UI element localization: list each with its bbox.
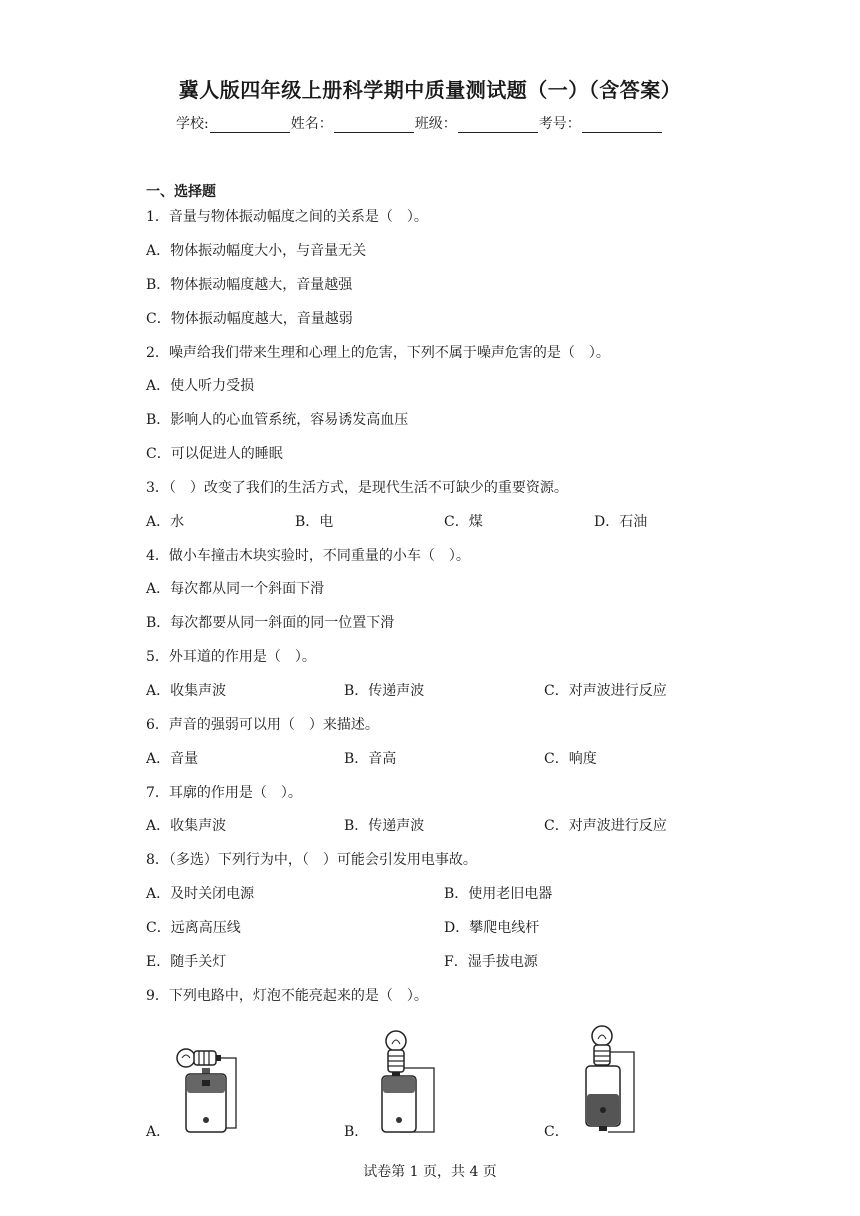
q8-option-d: D．攀爬电线杆 bbox=[444, 920, 540, 936]
q5-option-b: B．传递声波 bbox=[344, 683, 425, 699]
q6-option-b: B．音高 bbox=[344, 751, 397, 767]
question-9: 9．下列电路中，灯泡不能亮起来的是（ ）。 bbox=[146, 988, 428, 1004]
school-label: 学校: bbox=[176, 116, 209, 132]
question-8: 8．（多选）下列行为中，（ ）可能会引发用电事故。 bbox=[146, 852, 477, 868]
q2-option-c: C．可以促进人的睡眠 bbox=[146, 446, 283, 462]
name-label: 姓名： bbox=[290, 116, 333, 132]
question-2: 2．噪声给我们带来生理和心理上的危害，下列不属于噪声危害的是（ ）。 bbox=[146, 345, 610, 361]
q1-option-a: A．物体振动幅度大小，与音量无关 bbox=[146, 243, 367, 259]
q9-option-c: C． bbox=[544, 1124, 569, 1140]
q9-option-a: A． bbox=[146, 1124, 171, 1140]
q8-option-b: B．使用老旧电器 bbox=[444, 886, 553, 902]
question-4: 4．做小车撞击木块实验时，不同重量的小车（ ）。 bbox=[146, 548, 470, 564]
circuit-c-illustration bbox=[576, 1024, 656, 1140]
q3-option-c: C．煤 bbox=[444, 514, 483, 530]
q2-option-b: B．影响人的心血管系统，容易诱发高血压 bbox=[146, 412, 409, 428]
student-info-line bbox=[176, 113, 663, 133]
q8-option-e: E．随手关灯 bbox=[146, 954, 227, 970]
q3-option-a: A．水 bbox=[146, 514, 185, 530]
q3-option-b: B．电 bbox=[295, 514, 334, 530]
question-1: 1．音量与物体振动幅度之间的关系是（ ）。 bbox=[146, 209, 428, 225]
class-blank[interactable] bbox=[458, 118, 538, 133]
school-blank[interactable] bbox=[210, 118, 290, 133]
section-heading: 一、选择题 bbox=[146, 184, 216, 200]
q4-option-b: B．每次都要从同一斜面的同一位置下滑 bbox=[146, 615, 395, 631]
question-7: 7．耳廓的作用是（ ）。 bbox=[146, 785, 302, 801]
q6-option-a: A．音量 bbox=[146, 751, 199, 767]
q6-option-c: C．响度 bbox=[544, 751, 597, 767]
page-title: 冀人版四年级上册科学期中质量测试题（一）（含答案） bbox=[178, 78, 682, 102]
q5-option-a: A．收集声波 bbox=[146, 683, 227, 699]
q5-option-c: C．对声波进行反应 bbox=[544, 683, 667, 699]
name-blank[interactable] bbox=[334, 118, 414, 133]
q7-option-a: A．收集声波 bbox=[146, 818, 227, 834]
q8-option-a: A．及时关闭电源 bbox=[146, 886, 255, 902]
class-label: 班级： bbox=[414, 116, 457, 132]
circuit-b-illustration bbox=[370, 1028, 450, 1138]
q3-option-d: D．石油 bbox=[594, 514, 648, 530]
question-3: 3．（ ）改变了我们的生活方式，是现代生活不可缺少的重要资源。 bbox=[146, 480, 568, 496]
circuit-a-illustration bbox=[170, 1040, 250, 1140]
q7-option-c: C．对声波进行反应 bbox=[544, 818, 667, 834]
page-footer: 试卷第 1 页，共 4 页 bbox=[363, 1164, 497, 1180]
question-5: 5．外耳道的作用是（ ）。 bbox=[146, 649, 316, 665]
question-6: 6．声音的强弱可以用（ ）来描述。 bbox=[146, 717, 379, 733]
q9-option-b: B． bbox=[344, 1124, 369, 1140]
exam-no-label: 考号： bbox=[538, 116, 581, 132]
q1-option-c: C．物体振动幅度越大，音量越弱 bbox=[146, 311, 353, 327]
q1-option-b: B．物体振动幅度越大，音量越强 bbox=[146, 277, 353, 293]
q7-option-b: B．传递声波 bbox=[344, 818, 425, 834]
q4-option-a: A．每次都从同一个斜面下滑 bbox=[146, 581, 325, 597]
q8-option-c: C．远离高压线 bbox=[146, 920, 241, 936]
q2-option-a: A．使人听力受损 bbox=[146, 378, 255, 394]
q8-option-f: F．湿手拔电源 bbox=[444, 954, 538, 970]
exam-no-blank[interactable] bbox=[582, 118, 662, 133]
